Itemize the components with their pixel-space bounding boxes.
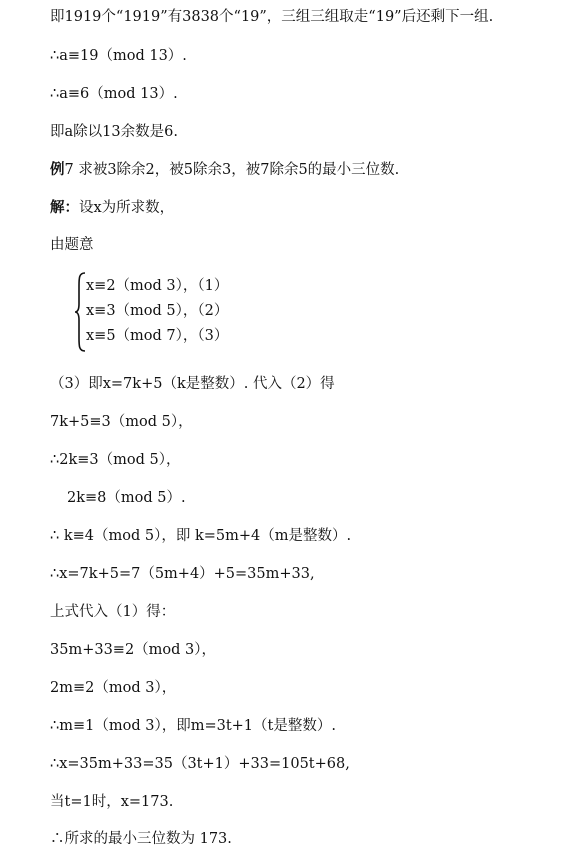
text-line: 即1919个“1919”有3838个“19”，三组三组取走“19”后还剩下一组. [50,9,494,25]
solution-label: 解： [50,199,79,216]
text-line: 上式代入（1）得： [50,604,176,620]
solution-line [50,198,174,218]
text-line: 7k+5≡3（mod 5）， [50,414,193,430]
text-line: ∴所求的最小三位数为 173. [50,831,232,847]
text-line: 35m+33≡2（mod 3）， [50,642,217,658]
text-line: 2k≡8（mod 5）. [67,490,186,506]
text-line: 当t=1时，x=173. [50,794,174,810]
text-line: ∴a≡19（mod 13）. [50,48,187,64]
left-brace [74,272,86,352]
text-line: ∴m≡1（mod 3），即m=3t+1（t是整数）. [50,718,336,734]
system-equation-3: x≡5（mod 7），（3） [86,328,229,344]
example-text: 7 求被3除余2，被5除余3，被7除余5的最小三位数. [64,162,400,178]
example-7-line [50,160,399,180]
text-line: ∴x=35m+33=35（3t+1）+33=105t+68, [50,756,350,772]
text-line: ∴ k≡4（mod 5），即 k=5m+4（m是整数）. [50,528,352,544]
system-equation-1: x≡2（mod 3），（1） [86,278,229,294]
text-line: ∴x=7k+5=7（5m+4）+5=35m+33, [50,566,315,582]
example-label: 例 [50,161,65,178]
text-line: ∴a≡6（mod 13）. [50,86,178,102]
text-line: ∴2k≡3（mod 5）， [50,452,181,468]
text-line: 2m≡2（mod 3）， [50,680,177,696]
solution-text: 设x为所求数， [79,200,175,216]
text-line: 由题意 [50,237,94,253]
system-equation-2: x≡3（mod 5），（2） [86,303,229,319]
text-line: （3）即x=7k+5（k是整数）. 代入（2）得 [50,376,335,392]
text-line: 即a除以13余数是6. [50,124,178,140]
